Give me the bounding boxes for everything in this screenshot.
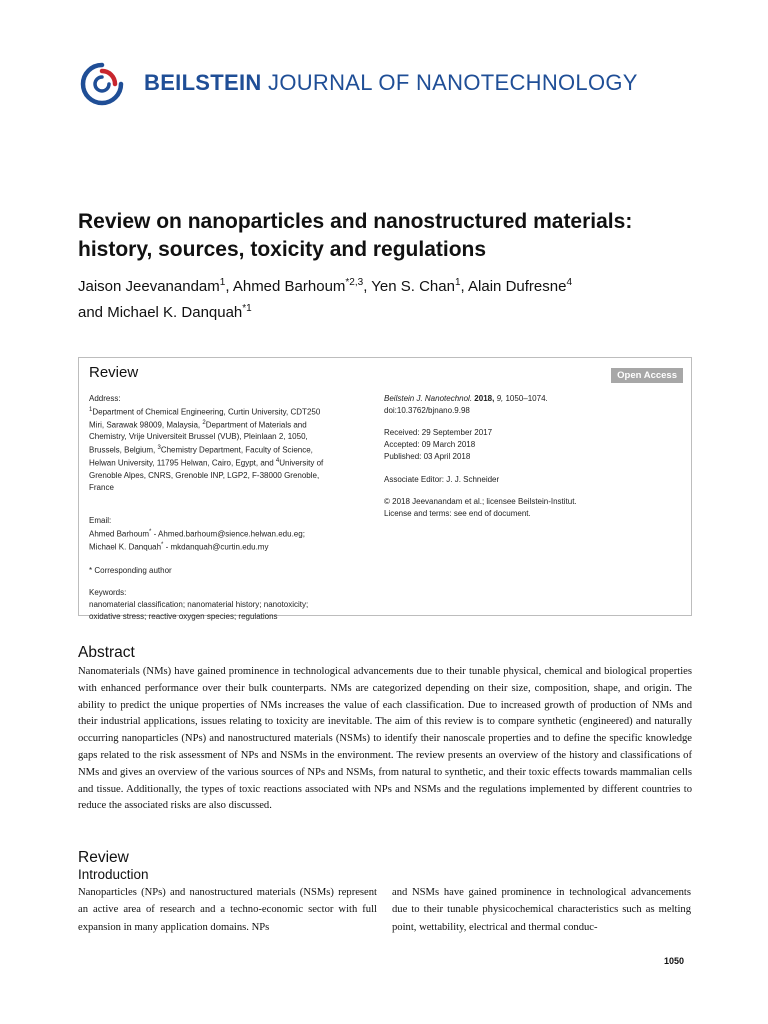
citation — [384, 393, 684, 405]
keywords-line: oxidative stress; reactive oxygen species; regulations — [89, 611, 278, 621]
email-author: Michael K. Danquah — [89, 542, 162, 552]
affiliation-mark: 3 — [157, 445, 161, 452]
author-name: Ahmed Barhoum — [232, 278, 346, 295]
address-line: Chemistry, Vrije Universiteit Brussel (VUB), Pleinlaan 2, 1050, — [89, 432, 308, 442]
citation-journal: Beilstein J. Nanotechnol. — [384, 394, 473, 403]
author-line-2 — [78, 298, 698, 324]
address-line: Chemistry Department, Faculty of Science, — [160, 445, 313, 455]
email-author: Ahmed Barhoum — [89, 529, 150, 539]
address-line: Department of Chemical Engineering, Curtin University, CDT250 — [92, 407, 321, 417]
doi-link[interactable]: doi:10.3762/bjnano.9.98 — [384, 405, 470, 415]
abstract-text: Nanomaterials (NMs) have gained prominence in technological advancements due to their tunable physical, chemical and biological properties with enhanced performance over their bulk counterparts. NMs are categorized depending on their size, composition, shape, and origin. The ability to predict the unique properties of NMs increases the value of each classification. Due to increased growth of production of NMs and their industrial applications, issues relating to toxicity are inevitable. The aim of this review is to compare synthetic (engineered) and naturally occurring nanoparticles (NPs) and nanostructured materials (NSMs) to identify their nanoscale properties and to define the specific knowledge gaps related to the risk assessment of NPs and NSMs in the environment. The review presents an overview of the history and classifications of NMs and gives an overview of the various sources of NPs and NSMs, from natural to synthetic, and their toxic effects towards mammalian cells and tissue. Additionally, the types of toxic reactions associated with NPs and NSMs and the regulations implemented by different countries to reduce the associated risks are also discussed. — [78, 666, 692, 812]
open-access-badge: Open Access — [611, 368, 683, 383]
article-info-box — [78, 357, 692, 621]
email-entry — [89, 527, 369, 540]
affiliation-mark: 4 — [275, 458, 280, 465]
address-line: Miri, Sarawak 98009, Malaysia, — [89, 420, 201, 430]
beilstein-logo-icon — [80, 62, 124, 106]
address-line: Helwan University, 11795 Helwan, Cairo, Egypt, and — [89, 459, 274, 469]
address-text — [89, 405, 369, 494]
address-label: Address: — [89, 394, 121, 403]
author-separator: , — [225, 278, 233, 295]
corresponding-mark: * — [149, 528, 152, 535]
email-label: Email: — [89, 516, 112, 526]
citation-pages: 1050–1074. — [505, 394, 548, 403]
author-name: Yen S. Chan — [371, 278, 455, 295]
email-entry — [89, 540, 369, 553]
address-line: France — [89, 482, 114, 492]
journal-name — [144, 70, 638, 96]
associate-editor: Associate Editor: J. J. Schneider — [384, 474, 500, 484]
article-title — [78, 208, 698, 264]
title-line-1: Review on nanoparticles and nanostructured materials: — [78, 210, 633, 233]
author-separator: , — [363, 278, 372, 295]
section-heading-review: Review — [78, 849, 129, 866]
address-line: Grenoble Alpes, CNRS, Grenoble INP, LGP2, F-38000 Grenoble, — [89, 470, 320, 480]
address-line: University of — [279, 459, 324, 469]
affiliation-mark: 1 — [89, 406, 93, 413]
author-list — [78, 272, 698, 324]
copyright: © 2018 Jeevanandam et al.; licensee Beilstein-Institut. — [384, 497, 577, 507]
author-affiliation: *1 — [242, 303, 252, 314]
corresponding-mark: * — [161, 542, 164, 549]
keywords-line: nanomaterial classification; nanomaterial history; nanotoxicity; — [89, 600, 309, 610]
email-address[interactable]: - mkdanquah@curtin.edu.my — [163, 542, 269, 552]
citation-volume: 9, — [496, 394, 504, 403]
published-date: Published: 03 April 2018 — [384, 451, 471, 461]
author-name: Jaison Jeevanandam — [78, 278, 220, 295]
author-affiliation: 1 — [219, 277, 226, 288]
corresponding-note: * Corresponding author — [89, 565, 172, 575]
author-affiliation: *2,3 — [345, 277, 364, 288]
body-column-right: and NSMs have gained prominence in technological advancements due to their tunable physicochemical characteristics such as melting point, wettability, electrical and thermal conduc- — [392, 887, 691, 933]
license-link[interactable]: License and terms: see end of document. — [384, 508, 531, 518]
info-left-column — [89, 393, 369, 622]
address-line: Department of Materials and — [205, 420, 307, 430]
author-line-1 — [78, 272, 698, 298]
author-name: and Michael K. Danquah — [78, 304, 243, 321]
keywords-label: Keywords: — [89, 588, 127, 598]
email-address[interactable]: - Ahmed.barhoum@sience.helwan.edu.eg; — [151, 529, 305, 539]
abstract-heading: Abstract — [78, 644, 135, 661]
citation-year: 2018, — [474, 394, 495, 403]
author-name: Alain Dufresne — [468, 278, 567, 295]
accepted-date: Accepted: 09 March 2018 — [384, 440, 476, 450]
info-right-column — [384, 393, 684, 520]
journal-name-rest: JOURNAL OF NANOTECHNOLOGY — [261, 70, 638, 95]
title-line-2: history, sources, toxicity and regulations — [78, 238, 487, 261]
journal-name-bold: BEILSTEIN — [144, 70, 262, 95]
author-affiliation: 4 — [566, 277, 572, 288]
address-line: Brussels, Belgium, — [89, 445, 156, 455]
page-number: 1050 — [664, 956, 685, 966]
author-affiliation: 1 — [454, 277, 461, 288]
author-separator: , — [460, 278, 469, 295]
article-type-heading: Review — [89, 364, 139, 381]
subsection-heading-introduction: Introduction — [78, 867, 149, 882]
affiliation-mark: 2 — [202, 420, 206, 427]
received-date: Received: 29 September 2017 — [384, 428, 493, 438]
body-column-left: Nanoparticles (NPs) and nanostructured materials (NSMs) represent an active area of research and a techno-economic sector with full expansion in many application domains. NPs — [78, 887, 377, 933]
